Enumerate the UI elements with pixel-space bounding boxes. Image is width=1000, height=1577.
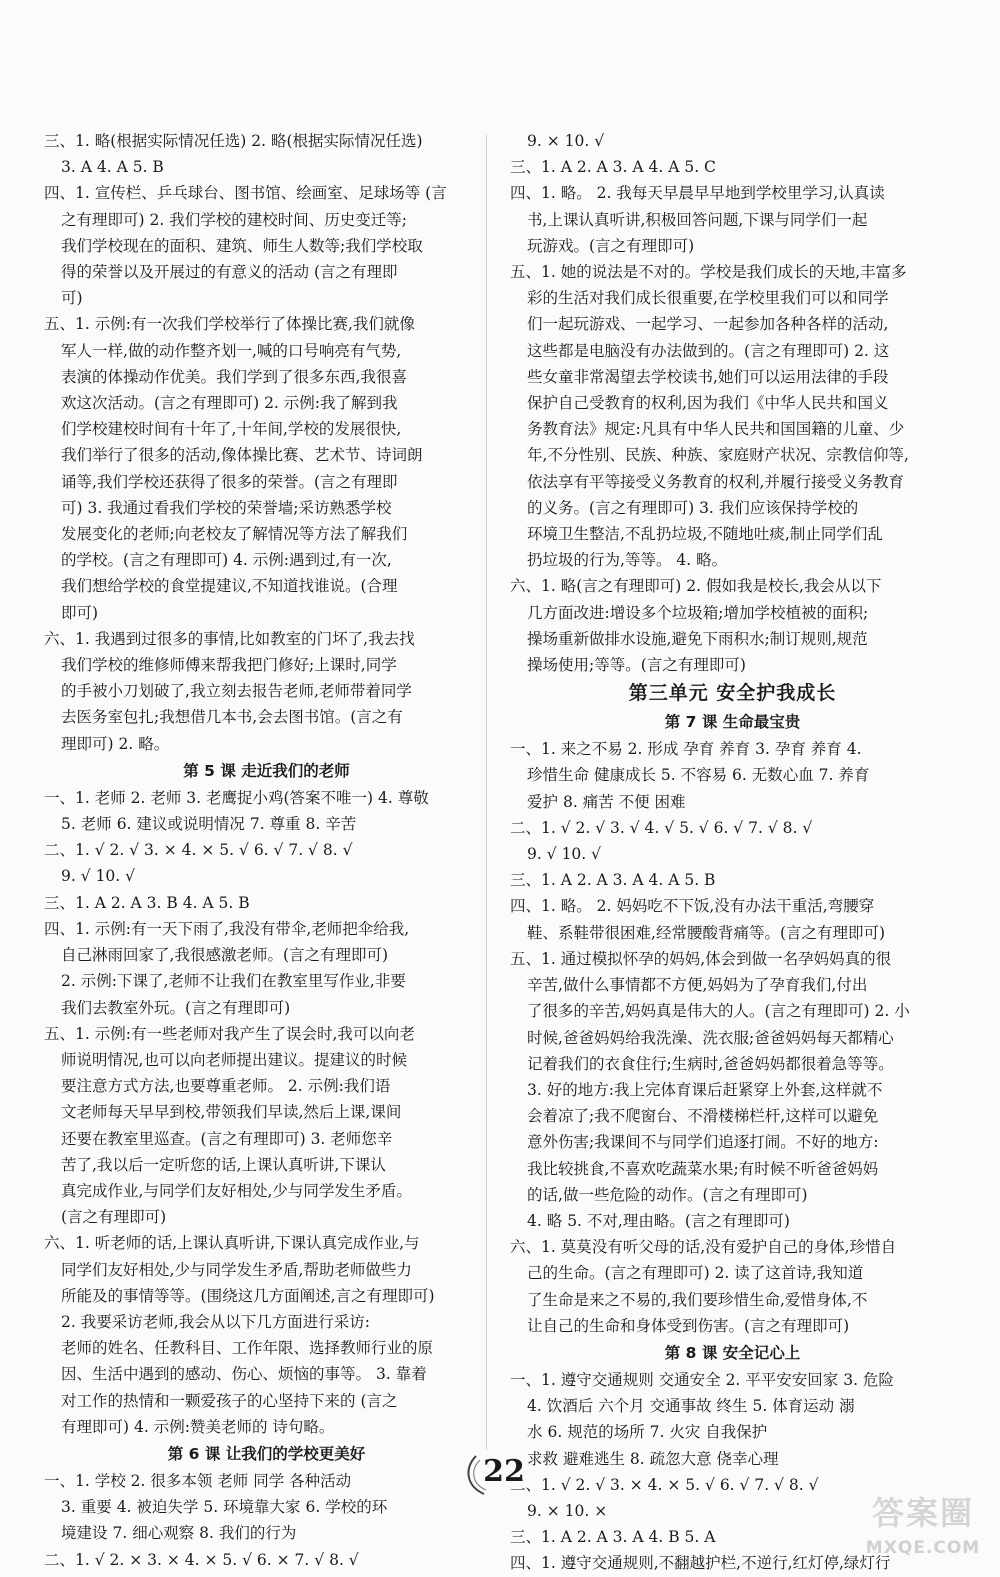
answer-line: 我比较挑食,不喜欢吃蔬菜水果;有时候不听爸爸妈妈 (527, 1159, 879, 1178)
answer-line: 文老师每天早早到校,带领我们早读,然后上课,课间 (61, 1103, 402, 1122)
answer-line: 五、1. 示例:有一些老师对我产生了误会时,我可以向老 (44, 1024, 415, 1043)
answer-line: 老师的姓名、任教科目、工作年限、选择教师行业的原 (61, 1339, 434, 1358)
answer-line: 因、生活中遇到的感动、伤心、烦恼的事等。 3. 靠着 (61, 1365, 427, 1384)
left-column (44, 128, 489, 1573)
answer-line: 我们想给学校的食堂提建议,不知道找谁说。(合理 (61, 577, 398, 596)
answer-line: 苦了,我以后一定听您的话,上课认真听讲,下课认 (61, 1155, 386, 1174)
answer-line: 意外伤害;我课间不与同学们追逐打闹。不好的地方: (527, 1133, 879, 1152)
answer-line: 操场使用;等等。(言之有理即可) (527, 656, 746, 675)
answer-line: 水 6. 规范的场所 7. 火灾 自我保护 (527, 1423, 768, 1442)
unit-3-title: 第三单元 安全护我成长 (628, 682, 837, 705)
page-number: 22 (483, 1454, 525, 1489)
answer-line: 五、1. 示例:有一次我们学校举行了体操比赛,我们就像 (44, 315, 415, 334)
answer-line: 一、1. 遵守交通规则 交通安全 2. 平平安安回家 3. 危险 (510, 1370, 894, 1389)
answer-line: 有理即可) 4. 示例:赞美老师的 诗句略。 (61, 1417, 335, 1436)
right-column (510, 128, 955, 1577)
answer-line: 的话,做一些危险的动作。(言之有理即可) (527, 1185, 808, 1204)
answer-line: 四、1. 略。 2. 我每天早晨早早地到学校里学习,认真读 (510, 184, 885, 203)
answer-line: 3. A 4. A 5. B (61, 158, 164, 177)
answer-line: 六、1. 听老师的话,上课认真听讲,下课认真完成作业,与 (44, 1234, 420, 1253)
answer-line: 师说明情况,也可以向老师提出建议。提建议的时候 (61, 1050, 407, 1069)
answer-line: 去医务室包扎;我想借几本书,会去图书馆。(言之有 (61, 708, 403, 727)
answer-line: 可) 3. 我通过看我们学校的荣誉墙;采访熟悉学校 (61, 498, 392, 517)
answer-line: 9. × 10. √ (527, 132, 605, 150)
answer-line: 时候,爸爸妈妈给我洗澡、洗衣服;爸爸妈妈每天都精心 (527, 1028, 894, 1047)
answer-line: 了很多的辛苦,妈妈真是伟大的人。(言之有理即可) 2. 小 (527, 1002, 910, 1021)
answer-line: 们一起玩游戏、一起学习、一起参加各种各样的活动, (527, 315, 889, 334)
answer-line: 欢这次活动。(言之有理即可) 2. 示例:我了解到我 (61, 394, 398, 413)
answer-line: 表演的体操动作优美。我们学到了很多东西,我很喜 (61, 367, 407, 386)
answer-line: 几方面改进:增设多个垃圾箱;增加学校植被的面积; (527, 603, 869, 622)
answer-line: 六、1. 我遇到过很多的事情,比如教室的门坏了,我去找 (44, 629, 415, 648)
answer-line: 9. × 10. × (527, 1501, 608, 1520)
answer-line: 3. 好的地方:我上完体育课后赶紧穿上外套,这样就不 (527, 1080, 883, 1099)
watermark-site: MXQE.COM (865, 1538, 981, 1558)
answer-line: 四、1. 略。 2. 妈妈吃不下饭,没有办法干重活,弯腰穿 (510, 897, 875, 916)
answer-line: 4. 饮酒后 六个月 交通事故 终生 5. 体育运动 溺 (527, 1397, 855, 1416)
answer-line: 二、1. √ 2. × 3. × 4. × 5. √ 6. × 7. √ 8. √ (44, 1550, 359, 1569)
answer-line: 务教育法》规定:凡具有中华人民共和国国籍的儿童、少 (527, 420, 905, 439)
lesson-6-answers (44, 1468, 489, 1573)
answer-line: 要注意方式方法,也要尊重老师。 2. 示例:我们语 (61, 1077, 391, 1096)
lesson-6-title: 第 6 课 让我们的学校更美好 (167, 1444, 366, 1463)
answer-line: 保护自己受教育的权利,因为我们《中华人民共和国义 (527, 394, 889, 413)
answer-line: 操场重新做排水设施,避免下雨积水;制订规则,规范 (527, 629, 868, 648)
answer-line: 所能及的事情等等。(围绕这几方面阐述,言之有理即可) (61, 1286, 435, 1305)
answer-line: 之有理即可) 2. 我们学校的建校时间、历史变迁等; (61, 210, 407, 229)
answer-line: 对工作的热情和一颗爱孩子的心坚持下来的 (言之 (61, 1391, 398, 1410)
answer-line: 六、1. 莫莫没有听父母的话,没有爱护自己的身体,珍惜自 (510, 1238, 897, 1257)
answer-line: 四、1. 宣传栏、乒乓球台、图书馆、绘画室、足球场等 (言 (44, 184, 447, 203)
answer-line: 三、1. A 2. A 3. A 4. A 5. B (510, 871, 716, 890)
answer-line: 我们去教室外玩。(言之有理即可) (61, 998, 291, 1017)
right-top-answers (510, 128, 955, 678)
answer-line: 5. 老师 6. 建议或说明情况 7. 尊重 8. 辛苦 (61, 815, 357, 834)
lesson-5-title: 第 5 课 走近我们的老师 (183, 761, 350, 780)
answer-line: 自己淋雨回家了,我很感激老师。(言之有理即可) (61, 946, 389, 965)
watermark-logo (858, 1488, 988, 1568)
answer-line: 4. 略 5. 不对,理由略。(言之有理即可) (527, 1211, 790, 1230)
answer-line: 扔垃圾的行为,等等。 4. 略。 (527, 551, 728, 570)
answer-line: 些女童非常渴望去学校读书,她们可以运用法律的手段 (527, 367, 889, 386)
answer-line: 依法享有平等接受义务教育的权利,并履行接受义务教育 (527, 472, 904, 491)
answer-line: 发展变化的老师;向老校友了解情况等方法了解我们 (61, 525, 408, 544)
answer-line: 2. 示例:下课了,老师不让我们在教室里写作业,非要 (61, 972, 406, 991)
answer-line: 五、1. 她的说法是不对的。学校是我们成长的天地,丰富多 (510, 263, 907, 282)
answer-line: 己的生命。(言之有理即可) 2. 读了这首诗,我知道 (527, 1264, 864, 1283)
answer-line: 的学校。(言之有理即可) 4. 示例:遇到过,有一次, (61, 551, 392, 570)
answer-line: 一、1. 来之不易 2. 形成 孕育 养育 3. 孕育 养育 4. (510, 740, 862, 759)
lesson-7-title: 第 7 课 生命最宝贵 (664, 713, 801, 732)
answer-line: 了生命是来之不易的,我们要珍惜生命,爱惜身体,不 (527, 1290, 868, 1309)
lesson-8-title: 第 8 课 安全记心上 (664, 1343, 801, 1362)
answer-line: 会着凉了;我不爬窗台、不滑楼梯栏杆,这样可以避免 (527, 1107, 879, 1126)
lesson-5-answers (44, 785, 489, 1440)
answer-line: 三、1. A 2. A 3. B 4. A 5. B (44, 893, 250, 912)
answer-line: 珍惜生命 健康成长 5. 不容易 6. 无数心血 7. 养育 (527, 766, 870, 785)
answer-line: 这些都是电脑没有办法做到的。(言之有理即可) 2. 这 (527, 341, 890, 360)
answer-line: 四、1. 示例:有一天下雨了,我没有带伞,老师把伞给我, (44, 919, 410, 938)
left-answers (44, 128, 489, 757)
answer-line: 求救 避难逃生 8. 疏忽大意 侥幸心理 (527, 1449, 779, 1468)
answer-line: 诵等,我们学校还获得了很多的荣誉。(言之有理即 (61, 472, 398, 491)
answer-line: 还要在教室里巡查。(言之有理即可) 3. 老师您辛 (61, 1129, 393, 1148)
answer-line: 可) (61, 289, 83, 308)
answer-line: 四、1. 遵守交通规则,不翻越护栏,不逆行,红灯停,绿灯行 (510, 1554, 891, 1573)
answer-line: 同学们友好相处,少与同学发生矛盾,帮助老师做些力 (61, 1260, 412, 1279)
answer-line: 得的荣誉以及开展过的有意义的活动 (言之有理即 (61, 263, 398, 282)
answer-line: 环境卫生整洁,不乱扔垃圾,不随地吐痰,制止同学们乱 (527, 525, 883, 544)
answer-line: 辛苦,做什么事情都不方便,妈妈为了孕育我们,付出 (527, 976, 868, 995)
answer-line: 六、1. 略(言之有理即可) 2. 假如我是校长,我会从以下 (510, 577, 882, 596)
answer-line: 真完成作业,与同学们友好相处,少与同学发生矛盾。 (61, 1181, 412, 1200)
answer-line: 三、1. A 2. A 3. A 4. A 5. C (510, 158, 716, 177)
answer-line: 二、1. √ 2. √ 3. √ 4. √ 5. √ 6. √ 7. √ 8. √ (510, 818, 813, 837)
answer-line: 9. √ 10. √ (61, 867, 136, 886)
answer-line: 让自己的生命和身体受到伤害。(言之有理即可) (527, 1316, 850, 1335)
answer-line: 3. 重要 4. 被迫失学 5. 环境靠大家 6. 学校的环 (61, 1498, 388, 1517)
answer-line: 五、1. 通过模拟怀孕的妈妈,体会到做一名孕妈妈真的很 (510, 949, 892, 968)
lesson-7-answers (510, 736, 955, 1339)
answer-line: 即可) (61, 603, 99, 622)
answer-line: 境建设 7. 细心观察 8. 我们的行为 (61, 1524, 297, 1543)
answer-line: 军人一样,做的动作整齐划一,喊的口号响亮有气势, (61, 341, 402, 360)
answer-line: 记着我们的衣食住行;生病时,爸爸妈妈都很着急等等。 (527, 1054, 894, 1073)
answer-line: 二、1. √ 2. √ 3. × 4. × 5. √ 6. √ 7. √ 8. √ (44, 841, 353, 860)
answer-line: 的义务。(言之有理即可) 3. 我们应该保持学校的 (527, 498, 859, 517)
answer-line: 三、1. 略(根据实际情况任选) 2. 略(根据实际情况任选) (44, 132, 423, 150)
answer-line: 我们学校的维修师傅来帮我把门修好;上课时,同学 (61, 656, 397, 675)
answer-line: 一、1. 老师 2. 老师 3. 老鹰捉小鸡(答案不唯一) 4. 尊敬 (44, 788, 429, 807)
answer-line: 书,上课认真听讲,积极回答问题,下课与同学们一起 (527, 210, 868, 229)
answer-line: 年,不分性别、民族、种族、家庭财产状况、宗教信仰等, (527, 446, 909, 465)
answer-line: 爱护 8. 痛苦 不便 困难 (527, 792, 686, 811)
answer-line: 2. 我要采访老师,我会从以下几方面进行采访: (61, 1312, 370, 1331)
answer-line: 一、1. 学校 2. 很多本领 老师 同学 各种活动 (44, 1471, 352, 1490)
answer-line: 三、1. A 2. A 3. A 4. B 5. A (510, 1528, 716, 1547)
answer-line: 9. √ 10. √ (527, 845, 602, 864)
answer-line: 的手被小刀划破了,我立刻去报告老师,老师带着同学 (61, 682, 412, 701)
answer-line: 玩游戏。(言之有理即可) (527, 236, 695, 255)
answer-line: 彩的生活对我们成长很重要,在学校里我们可以和同学 (527, 289, 889, 308)
answer-line: 我们举行了很多的活动,像体操比赛、艺术节、诗词朗 (61, 446, 423, 465)
answer-line: 二、1. √ 2. √ 3. × 4. × 5. √ 6. √ 7. √ 8. √ (510, 1475, 819, 1494)
answer-line: 鞋、系鞋带很困难,经常腰酸背痛等。(言之有理即可) (527, 923, 886, 942)
answer-line: (言之有理即可) (61, 1208, 167, 1227)
answer-line: 我们学校现在的面积、建筑、师生人数等;我们学校取 (61, 236, 423, 255)
answer-line: 们学校建校时间有十年了,十年间,学校的发展很快, (61, 420, 402, 439)
answer-line: 理即可) 2. 略。 (61, 734, 170, 753)
watermark-text: 答案圈 (871, 1494, 974, 1532)
